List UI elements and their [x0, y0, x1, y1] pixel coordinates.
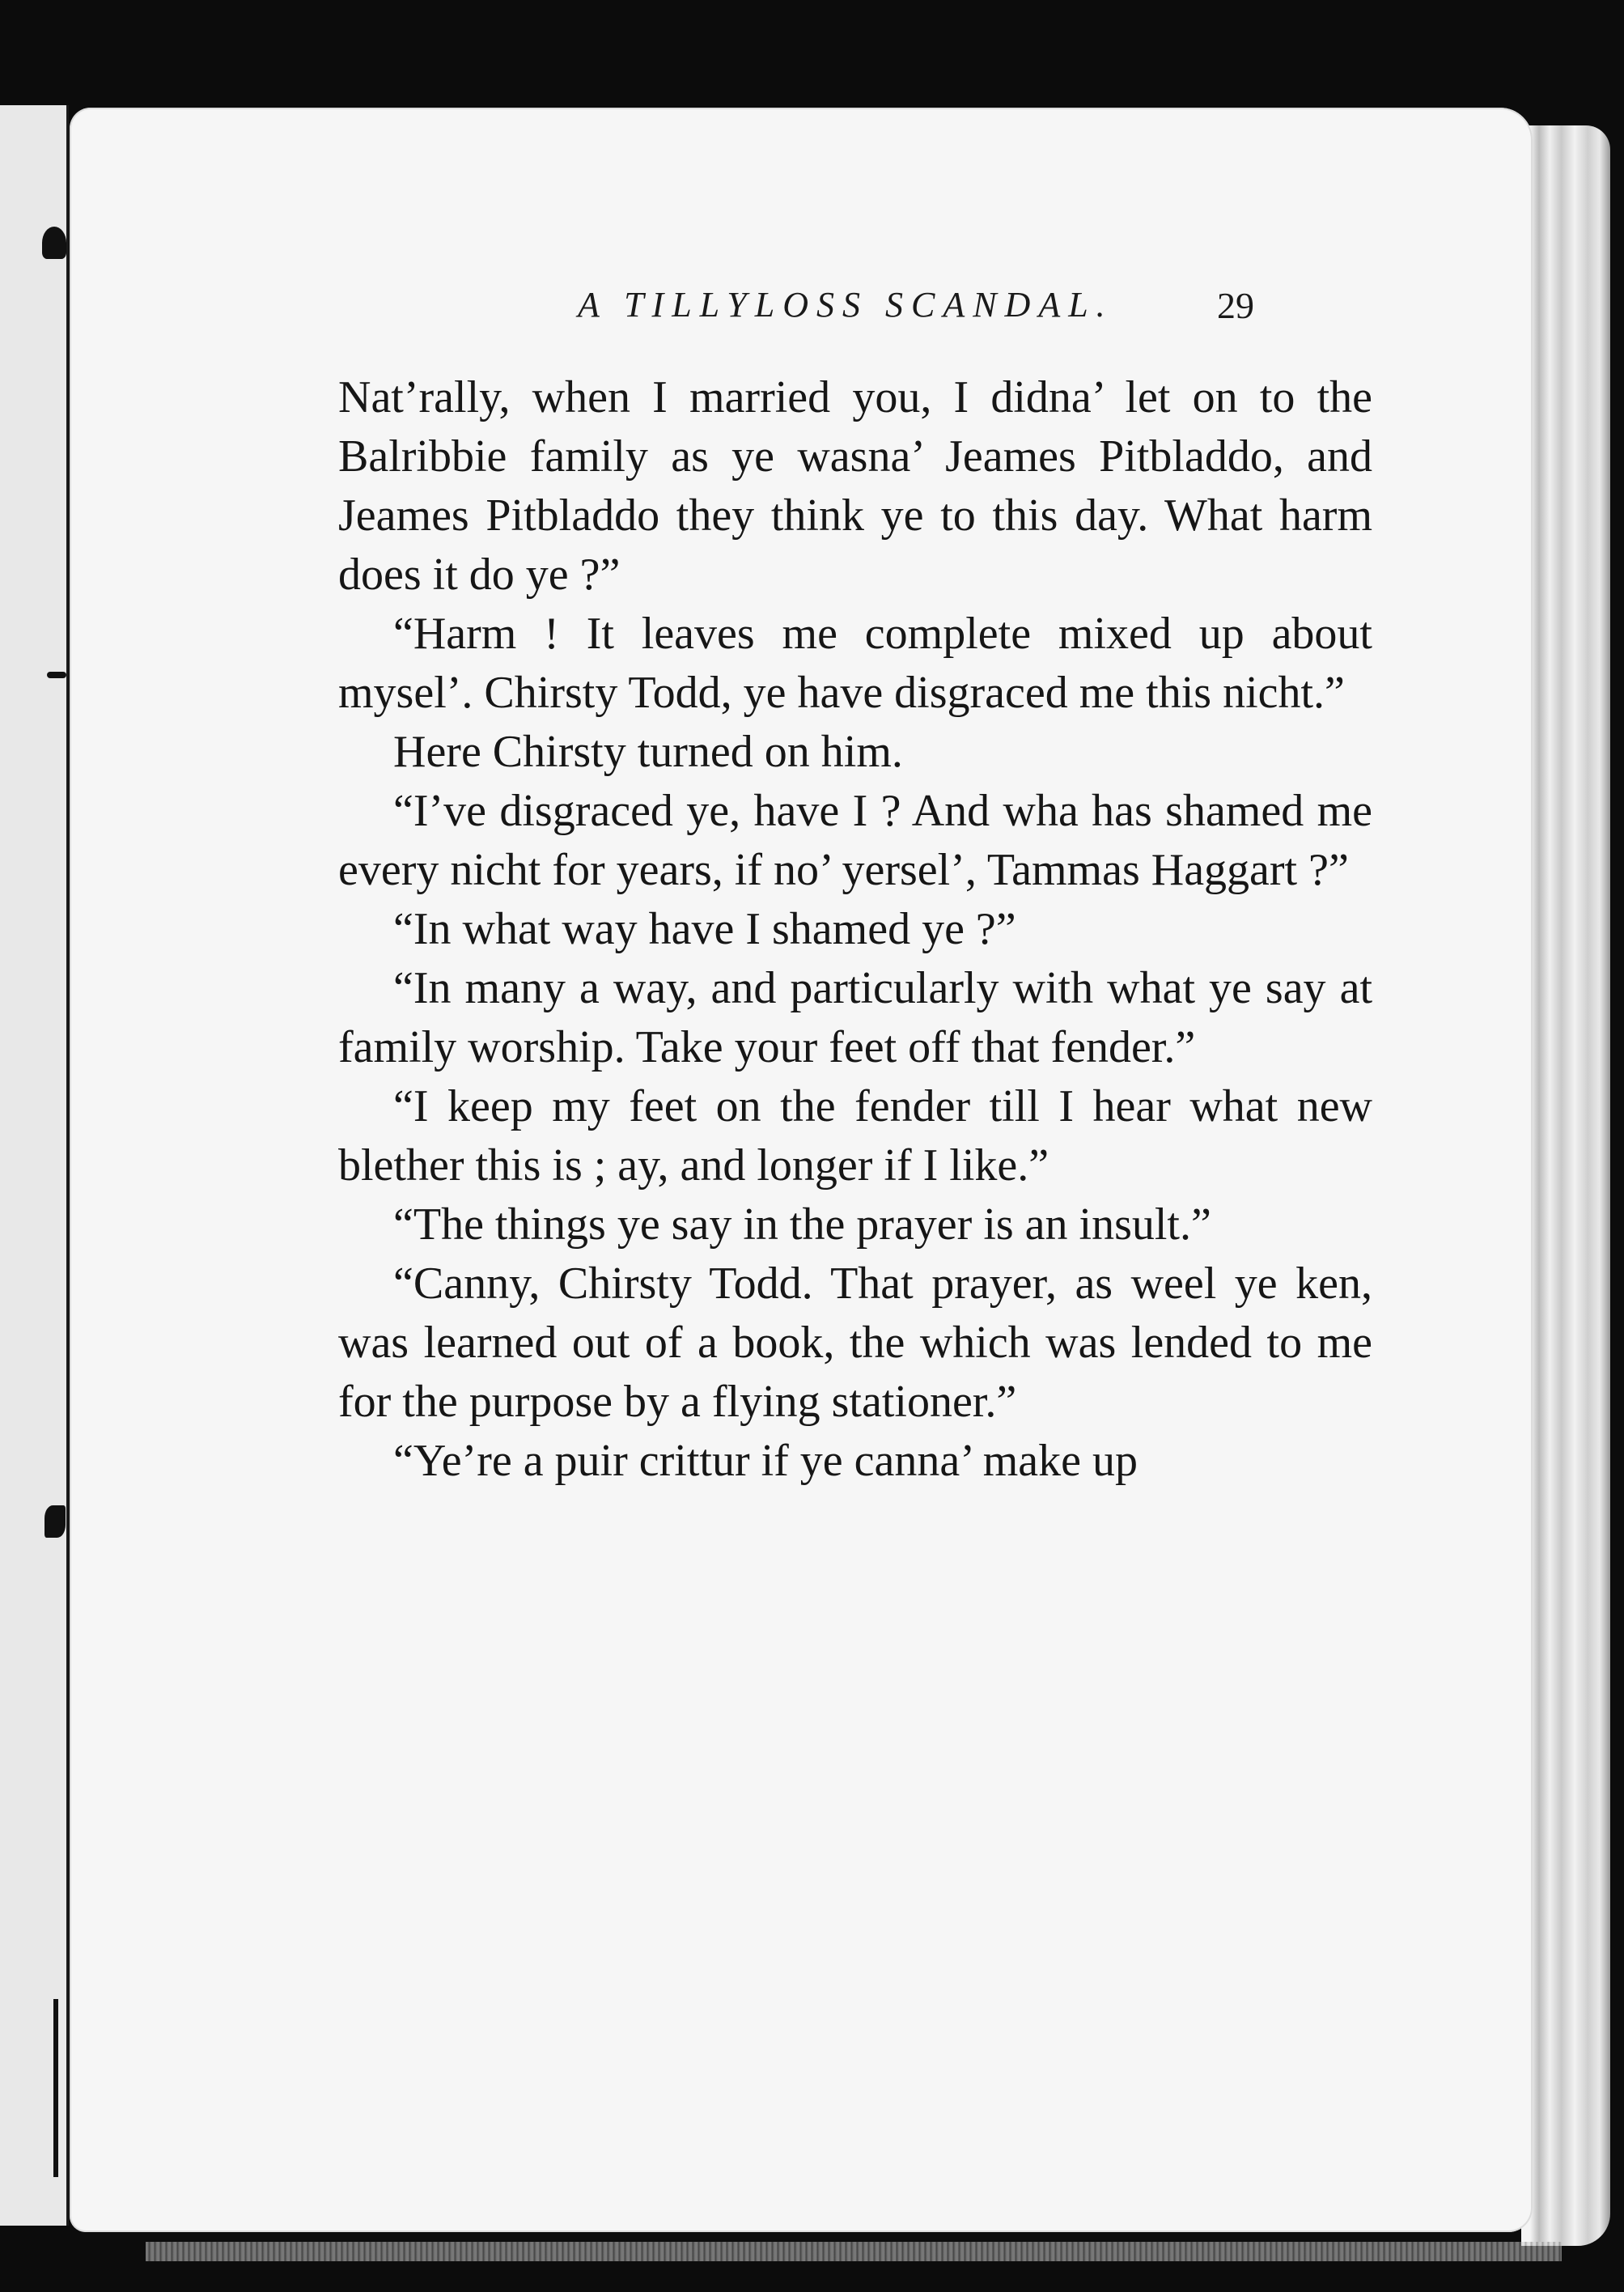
paragraph: Nat’rally, when I married you, I didna’ let on to the Balribbie family as ye wasna’ Jeames Pitbladdo, and Jeames Pitbladdo they think ye to this day. What harm does it do ye ?”	[338, 372, 1372, 600]
ink-mark	[47, 672, 66, 678]
paragraph: Here Chirsty turned on him.	[393, 727, 903, 777]
previous-page-edge	[0, 105, 69, 2226]
paragraph: “In many a way, and particularly with what ye say at family worship. Take your feet off that fender.”	[338, 963, 1372, 1072]
page-stack-bottom	[146, 2242, 1562, 2261]
paragraph: “Canny, Chirsty Todd. That prayer, as weel ye ken, was learned out of a book, the which was lended to me for the purpose by a flying stationer.”	[338, 1258, 1372, 1427]
ink-mark	[42, 227, 66, 259]
ink-mark	[53, 1999, 58, 2177]
running-title: A TILLYLOSS SCANDAL.	[578, 285, 1113, 325]
paragraph: “I keep my feet on the fender till I hear what new blether this is ; ay, and longer if I like.”	[338, 1081, 1372, 1191]
body-text	[338, 368, 1372, 1491]
page-number: 29	[1217, 285, 1254, 326]
paragraph: “The things ye say in the prayer is an insult.”	[393, 1199, 1211, 1250]
ink-mark	[45, 1505, 66, 1538]
paragraph: “Harm ! It leaves me complete mixed up about mysel’. Chirsty Todd, ye have disgraced me this nicht.”	[338, 609, 1372, 718]
book-page	[70, 108, 1533, 2232]
page-header	[70, 284, 1533, 341]
paragraph: “In what way have I shamed ye ?”	[393, 904, 1016, 954]
paragraph: “I’ve disgraced ye, have I ? And wha has shamed me every nicht for years, if no’ yersel’, Tammas Haggart ?”	[338, 786, 1372, 895]
page-block-edge	[1521, 125, 1610, 2246]
paragraph: “Ye’re a puir crittur if ye canna’ make up	[393, 1436, 1138, 1486]
